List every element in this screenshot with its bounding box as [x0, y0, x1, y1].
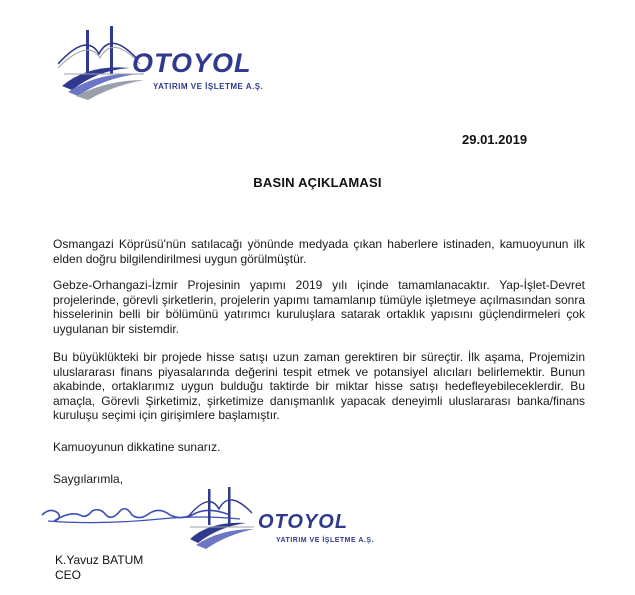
signature-block — [40, 485, 380, 555]
logo-name: OTOYOL — [132, 48, 252, 78]
paragraph-share-sale: Bu büyüklükteki bir projede hisse satışı uzun zaman gerektiren bir süreçtir. İlk aşama, Projemizin uluslararası finans piyasalarında değerini tespit etmek ve potansiyel alıcıları belirlemektir. Bunun akabinde, ortaklarımız uygun bulduğu taktirde bir miktar hisse satışı hedefleyebileceklerdir. Bu amaçla, Görevli Şirketimiz, şirketimize danışmanlık yapacak deneyimli uluslararası banka/finans kuruluşu seçimi için girişimlere başlamıştır. — [53, 350, 585, 422]
paragraph-closing: Kamuoyunun dikkatine sunarız. — [53, 440, 221, 454]
signer-name: K.Yavuz BATUM — [55, 553, 144, 567]
company-logo — [58, 24, 318, 104]
document-date: 29.01.2019 — [462, 132, 528, 147]
paragraph-regards: Saygılarımla, — [53, 472, 124, 486]
signer-title: CEO — [55, 568, 82, 582]
document-title: BASIN AÇIKLAMASI — [253, 175, 382, 190]
stamp-logo-subtitle: YATIRIM VE İŞLETME A.Ş. — [276, 537, 374, 544]
stamp-logo-name: OTOYOL — [258, 511, 349, 533]
paragraph-intro: Osmangazi Köprüsü'nün satılacağı yönünde medyada çıkan haberlere istinaden, kamuoyunun ilk elden doğru bilgilendirilmesi uygun görülmüştür. — [53, 237, 585, 266]
signer-info — [55, 553, 143, 583]
logo-subtitle: YATIRIM VE İŞLETME A.Ş. — [153, 82, 264, 91]
paragraph-project: Gebze-Orhangazi-İzmir Projesinin yapımı 2019 yılı içinde tamamlanacaktır. Yap-İşlet-Devret projelerinde, görevli şirketlerin, projelerin yapımı tamamlanıp tümüyle işletmeye açılmasından sonra hisselerinin belli bir bölümünü yatırımcı kuruluşlara satarak ortaklık yapısını güçlendirmeleri çok uygulanan bir sistemdir. — [53, 278, 585, 336]
